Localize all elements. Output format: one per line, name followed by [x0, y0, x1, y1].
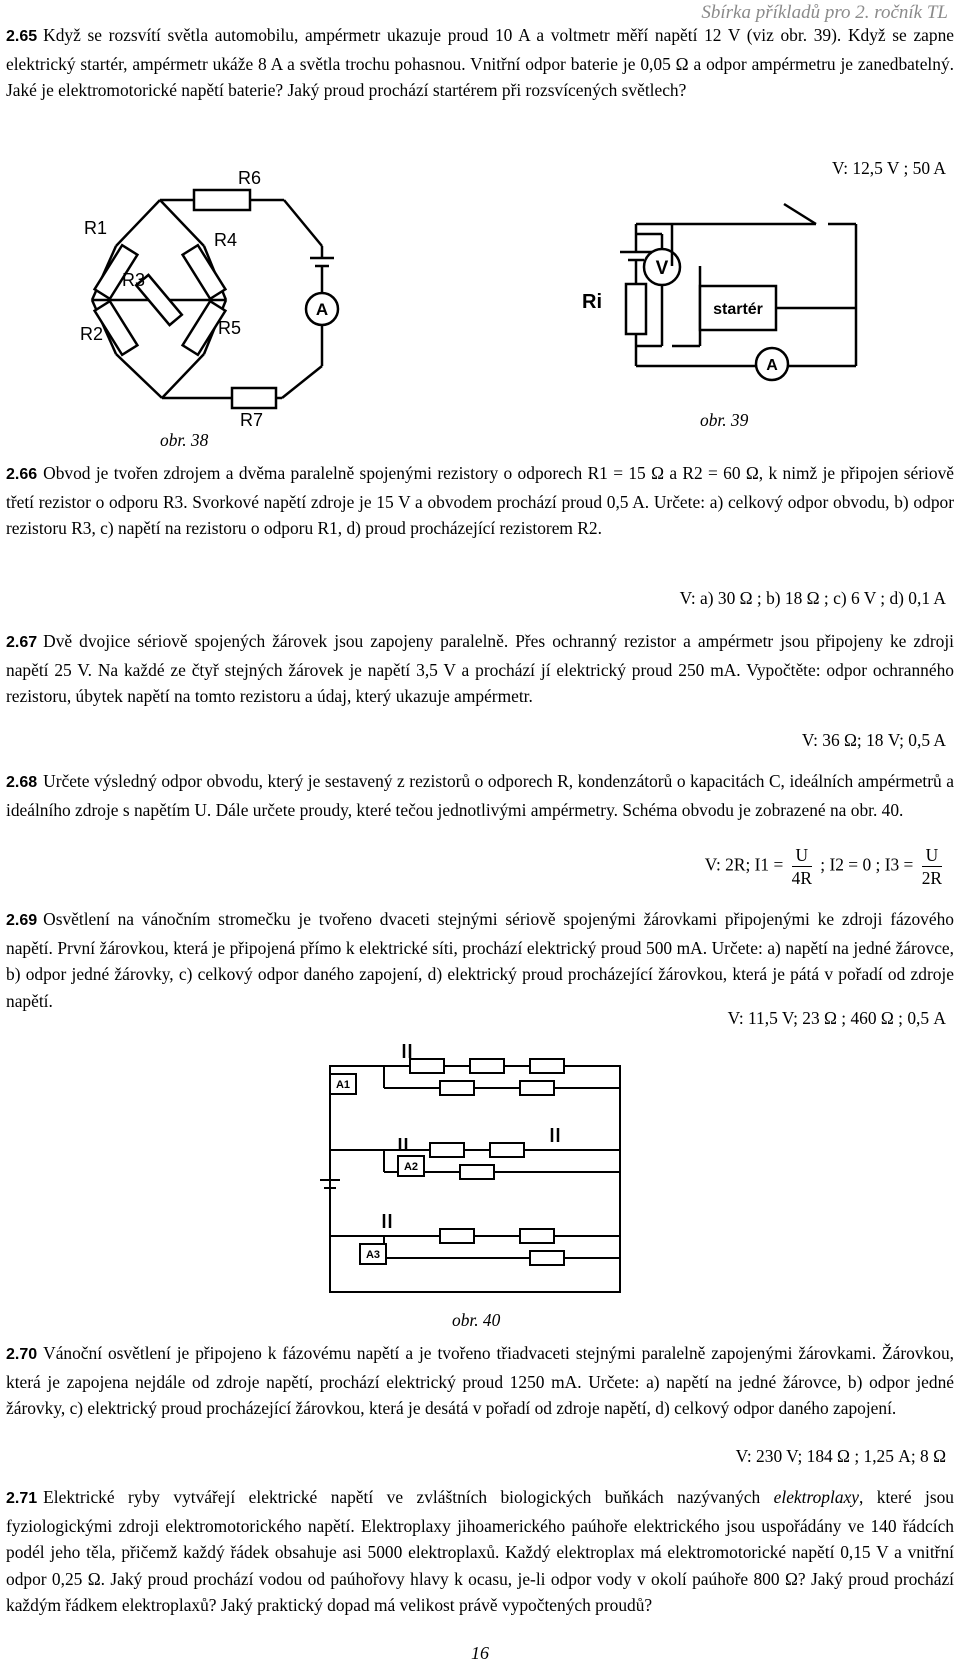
fraction-denominator: 2R [921, 868, 942, 888]
fig39-ri-label: Ri [582, 291, 602, 313]
answer-2-69: V: 11,5 V; 23 Ω ; 460 Ω ; 0,5 A [727, 1008, 946, 1028]
fig38-r6-label: R6 [238, 168, 262, 188]
fraction-numerator: U [792, 844, 812, 867]
fig38-r4-label: R4 [214, 230, 238, 250]
circuit-diagram-obr-38 [72, 168, 372, 430]
problem-text: Vánoční osvětlení je připojeno k fázovému napětí a je tvořeno třiadvaceti stejnými paralelně zapojenými žárovkami. Žárovkou, která je zapojena nejdále od zdroje napětí, prochází elektrický proud 1250 mA. Určete: a) napětí na jedné žárovce, b) odpor jedné žárovky, c) elektrický proud procházející žárovkou, která je desátá v pořadí od zdroje napětí, d) celkový odpor daného zapojení. [6, 1343, 954, 1418]
problem-text: Osvětlení na vánočním stromečku je tvořeno dvaceti stejnými sériově spojenými žárovkami připojenými ke zdroji fázového napětí. První žárovkou, která je připojená přímo k elektrické síti, prochází elektrický proud 500 mA. Určete: a) napětí na jedné žárovce, b) odpor jedné žárovky, c) celkový odpor daného zapojení, d) elektrický proud procházející žárovkou, která je pátá v pořadí od zdroje napětí. [6, 909, 954, 1011]
answer-2-66: V: a) 30 Ω ; b) 18 Ω ; c) 6 V ; d) 0,1 A [679, 588, 946, 608]
fig40-caption: obr. 40 [452, 1310, 501, 1330]
fig40-a3-label: A3 [365, 1249, 381, 1261]
fraction-numerator: U [922, 844, 942, 867]
problem-text: Elektrické ryby vytvářejí elektrické napětí ve zvláštních biologických buňkách nazývaných [43, 1487, 761, 1507]
problem-2-67 [6, 628, 954, 710]
fig39-voltmeter-label: V [655, 258, 669, 279]
fig40-a2-label: A2 [403, 1161, 419, 1173]
problem-2-65 [6, 22, 954, 104]
problem-number: 2.67 [6, 634, 38, 651]
problem-number: 2.65 [6, 28, 38, 45]
page-header: Sbírka příkladů pro 2. ročník TL [701, 2, 948, 23]
fig39-caption: obr. 39 [700, 410, 749, 430]
fig39-ammeter-label: A [766, 357, 778, 374]
answer-2-68 [705, 844, 946, 889]
fig38-r1-label: R1 [84, 218, 108, 238]
fraction-i3 [922, 844, 942, 889]
problem-text: Obvod je tvořen zdrojem a dvěma paralelně spojenými rezistory o odporech R1 = 15 Ω a R2 = 60 Ω, k nimž je připojen sériově třetí rezistor o odporu R3. Svorkové napětí zdroje je 15 V a obvodem prochází proud 0,5 A. Určete: a) celkový odpor obvodu, b) odpor rezistoru R3, c) napětí na rezistoru o odporu R1, d) proud procházející rezistorem R2. [6, 463, 954, 538]
fig38-ammeter-label: A [315, 300, 329, 319]
problem-text: Určete výsledný odpor obvodu, který je sestavený z rezistorů o odporech R, kondenzátorů o kapacitách C, ideálních ampérmetrů a ideálního zdroje s napětím U. Dále určete proudy, které tečou jednotlivými ampérmetry. Schéma obvodu je zobrazené na obr. 40. [6, 771, 954, 820]
answer-prefix: V: 2R; I1 = [704, 854, 784, 875]
answer-2-70: V: 230 V; 184 Ω ; 1,25 A; 8 Ω [735, 1446, 946, 1466]
fig39-starter-label: startér [713, 301, 763, 318]
page-number: 16 [471, 1643, 489, 1663]
problem-number: 2.68 [6, 774, 38, 791]
problem-text-emphasis: elektroplaxy [773, 1487, 859, 1507]
fig38-r2-label: R2 [80, 324, 104, 344]
problem-number: 2.66 [6, 466, 38, 483]
problem-2-66 [6, 460, 954, 542]
fraction-denominator: 4R [791, 868, 812, 888]
answer-middle: ; I2 = 0 ; I3 = [820, 854, 914, 875]
fig40-a1-label: A1 [335, 1079, 351, 1091]
problem-text: , které jsou fyziologickými zdroji elektromotorického napětí. Elektroplaxy jihoamerického paúhoře elektrického jsou uspořádány ve 140 řádcích podél jeho těla, přičemž každý řádek obsahuje asi 5000 elektroplaxů. Každý elektroplax má elektromotorické napětí 0,15 V a vnitřní odpor 0,25 Ω. Jaký proud prochází vodou od paúhořovy hlavy k ocasu, je-li odpor vody v okolí paúhoře 800 Ω? Jaký proud prochází každým řádkem elektroplaxů? Jaký praktický dopad má velikost právě vypočtených proudů? [6, 1487, 954, 1615]
problem-2-70 [6, 1340, 954, 1422]
fig38-r5-label: R5 [218, 318, 242, 338]
fig38-r7-label: R7 [240, 410, 264, 430]
problem-number: 2.70 [6, 1346, 38, 1363]
circuit-diagram-obr-39 [580, 196, 880, 406]
answer-2-67: V: 36 Ω; 18 V; 0,5 A [801, 730, 946, 750]
problem-number: 2.69 [6, 912, 38, 929]
problem-2-68 [6, 768, 954, 823]
circuit-diagram-obr-40 [320, 1040, 640, 1302]
fig38-r3-label: R3 [122, 270, 146, 290]
problem-text: Dvě dvojice sériově spojených žárovek jsou zapojeny paralelně. Přes ochranný rezistor a ampérmetr jsou připojeny ke zdroji napětí 25 V. Na každé ze čtyř stejných žárovek je napětí 3,5 V a prochází jí elektrický proud 250 mA. Vypočtěte: odpor ochranného rezistoru, úbytek napětí na tomto rezistoru a údaj, který ukazuje ampérmetr. [6, 631, 954, 706]
fig38-caption: obr. 38 [160, 430, 209, 450]
answer-2-65: V: 12,5 V ; 50 A [831, 158, 946, 178]
problem-2-71 [6, 1484, 954, 1619]
problem-2-69 [6, 906, 954, 1014]
problem-text: Když se rozsvítí světla automobilu, ampérmetr ukazuje proud 10 A a voltmetr měří napětí 12 V (viz obr. 39). Když se zapne elektrický startér, ampérmetr ukáže 8 A a světla trochu pohasnou. Vnitřní odpor baterie je 0,05 Ω a odpor ampérmetru je zanedbatelný. Jaké je elektromotorické napětí baterie? Jaký proud prochází startérem při rozsvícených světlech? [6, 25, 954, 100]
problem-number: 2.71 [6, 1490, 38, 1507]
fraction-i1 [792, 844, 812, 889]
